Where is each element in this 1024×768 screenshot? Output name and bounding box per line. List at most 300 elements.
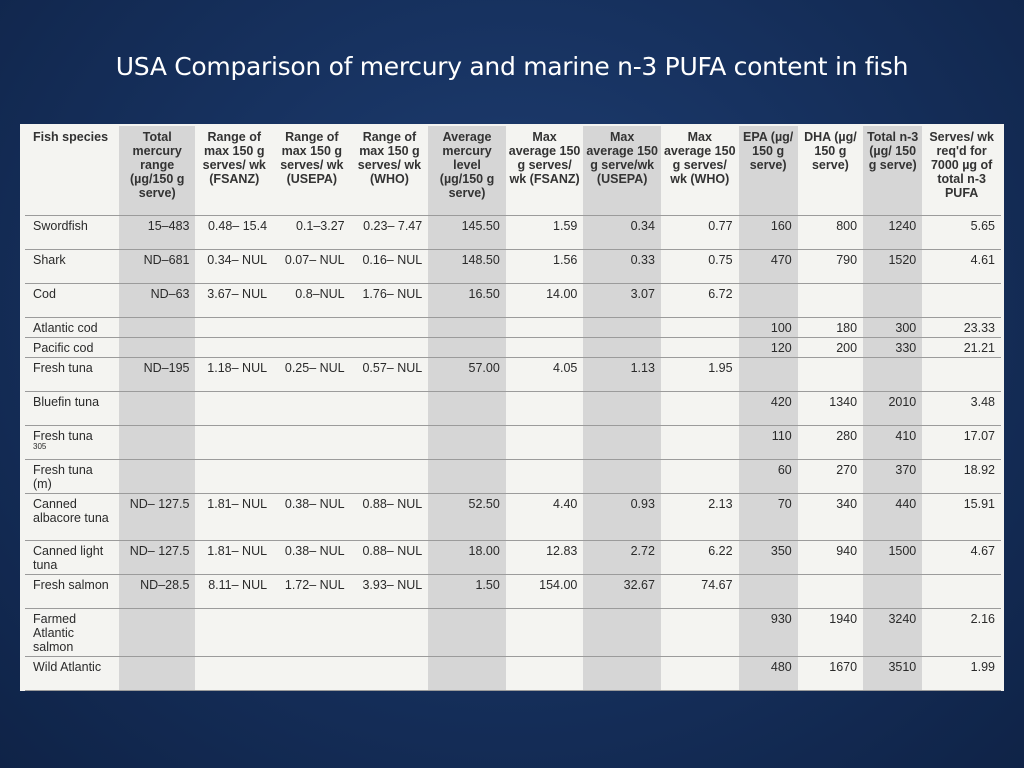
cell-text: 800 xyxy=(836,219,858,233)
cell-max-avg-fsanz xyxy=(506,657,584,691)
cell-text: 1.13 xyxy=(630,361,655,375)
cell-total-mercury-range xyxy=(119,494,196,541)
cell-fish-species xyxy=(25,250,119,284)
cell-text: 3.07 xyxy=(630,287,655,301)
cell-epa xyxy=(739,318,798,338)
cell-who-range xyxy=(351,284,429,318)
fish-comparison-table xyxy=(25,126,1001,691)
cell-total-mercury-range xyxy=(119,338,196,358)
cell-epa xyxy=(739,216,798,250)
table-row xyxy=(25,318,1001,338)
cell-text: 32.67 xyxy=(623,578,655,592)
cell-max-avg-fsanz xyxy=(506,494,584,541)
cell-total-n3 xyxy=(863,494,922,541)
cell-text: 18.00 xyxy=(468,544,500,558)
cell-usepa-range xyxy=(273,250,351,284)
cell-text: 2.16 xyxy=(970,612,995,626)
cell-text: 1670 xyxy=(829,660,858,674)
cell-fsanz-range xyxy=(195,426,273,460)
cell-average-mercury xyxy=(428,460,506,494)
cell-text: Canned light tuna xyxy=(33,544,104,572)
cell-max-avg-fsanz xyxy=(506,575,584,609)
cell-average-mercury xyxy=(428,216,506,250)
cell-total-mercury-range xyxy=(119,216,196,250)
cell-text: 0.48– 15.4 xyxy=(207,219,268,233)
cell-text: 4.67 xyxy=(970,544,995,558)
cell-text: 0.38– NUL xyxy=(284,497,345,511)
cell-max-avg-who xyxy=(661,426,739,460)
cell-max-avg-usepa xyxy=(583,460,661,494)
cell-dha xyxy=(798,338,863,358)
cell-text: Farmed Atlantic salmon xyxy=(33,612,77,654)
cell-text: 3.93– NUL xyxy=(362,578,423,592)
cell-text: 57.00 xyxy=(468,361,500,375)
cell-text: 52.50 xyxy=(468,497,500,511)
cell-max-avg-fsanz xyxy=(506,460,584,494)
cell-text: 23.33 xyxy=(963,321,995,335)
cell-dha xyxy=(798,392,863,426)
cell-text: 0.25– NUL xyxy=(284,361,345,375)
table-row xyxy=(25,541,1001,575)
cell-text: 790 xyxy=(836,253,858,267)
cell-text: 1340 xyxy=(829,395,858,409)
cell-total-n3 xyxy=(863,338,922,358)
cell-fish-species xyxy=(25,494,119,541)
cell-average-mercury xyxy=(428,318,506,338)
table-row xyxy=(25,426,1001,460)
cell-text: 110 xyxy=(771,429,792,443)
cell-fish-species xyxy=(25,392,119,426)
table-row xyxy=(25,338,1001,358)
cell-usepa-range xyxy=(273,609,351,657)
cell-text: 0.75 xyxy=(708,253,733,267)
cell-serves-required xyxy=(922,318,1001,338)
cell-who-range xyxy=(351,575,429,609)
cell-text: 480 xyxy=(770,660,792,674)
cell-total-mercury-range xyxy=(119,541,196,575)
cell-max-avg-usepa xyxy=(583,657,661,691)
cell-total-mercury-range xyxy=(119,657,196,691)
cell-fish-species xyxy=(25,338,119,358)
cell-text: Fresh tuna xyxy=(33,429,93,443)
cell-text: 0.34– NUL xyxy=(207,253,268,267)
cell-text: 160 xyxy=(770,219,792,233)
cell-epa xyxy=(739,250,798,284)
header-total-n3: Total n-3 (µg/ 150 g serve) xyxy=(863,126,922,216)
cell-serves-required xyxy=(922,250,1001,284)
cell-who-range xyxy=(351,392,429,426)
table-row xyxy=(25,494,1001,541)
cell-text: 0.57– NUL xyxy=(362,361,423,375)
cell-text: 1.99 xyxy=(970,660,995,674)
cell-max-avg-who xyxy=(661,541,739,575)
cell-text: 1.76– NUL xyxy=(362,287,423,301)
cell-text: 145.50 xyxy=(461,219,500,233)
cell-text: 370 xyxy=(895,463,917,477)
cell-who-range xyxy=(351,216,429,250)
cell-epa xyxy=(739,541,798,575)
cell-total-mercury-range xyxy=(119,460,196,494)
cell-text: 1.81– NUL xyxy=(207,497,268,511)
cell-text: 148.50 xyxy=(461,253,500,267)
cell-text: 8.11– NUL xyxy=(208,578,268,592)
cell-dha xyxy=(798,216,863,250)
cell-text: 180 xyxy=(836,321,858,335)
cell-text: 1.81– NUL xyxy=(207,544,268,558)
cell-text: 3510 xyxy=(888,660,917,674)
header-max-avg-fsanz: Max average 150 g serves/ wk (FSANZ) xyxy=(508,130,581,186)
cell-max-avg-who xyxy=(661,216,739,250)
cell-epa xyxy=(739,284,798,318)
cell-max-avg-who xyxy=(661,284,739,318)
cell-text: 420 xyxy=(770,395,792,409)
cell-serves-required xyxy=(922,541,1001,575)
table-row xyxy=(25,460,1001,494)
cell-fsanz-range xyxy=(195,657,273,691)
table-row xyxy=(25,392,1001,426)
cell-max-avg-usepa xyxy=(583,318,661,338)
cell-fsanz-range xyxy=(195,358,273,392)
cell-text: Swordfish xyxy=(33,219,88,233)
cell-max-avg-who xyxy=(661,575,739,609)
cell-text: 15–483 xyxy=(147,219,190,233)
cell-text: 4.61 xyxy=(970,253,995,267)
cell-serves-required xyxy=(922,609,1001,657)
cell-average-mercury xyxy=(428,250,506,284)
cell-text: 6.72 xyxy=(708,287,733,301)
cell-total-n3 xyxy=(863,216,922,250)
cell-total-mercury-range xyxy=(119,284,196,318)
cell-text: ND–63 xyxy=(150,287,190,301)
cell-max-avg-usepa xyxy=(583,575,661,609)
cell-total-n3 xyxy=(863,284,922,318)
cell-who-range xyxy=(351,250,429,284)
cell-average-mercury xyxy=(428,657,506,691)
cell-max-avg-fsanz xyxy=(506,358,584,392)
cell-text: 21.21 xyxy=(963,341,995,355)
cell-fish-species xyxy=(25,541,119,575)
cell-text: 15.91 xyxy=(963,497,995,511)
cell-max-avg-usepa xyxy=(583,609,661,657)
cell-text: 0.38– NUL xyxy=(284,544,345,558)
cell-max-avg-fsanz xyxy=(506,250,584,284)
cell-total-mercury-range xyxy=(119,318,196,338)
cell-fish-species xyxy=(25,460,119,494)
cell-usepa-range xyxy=(273,318,351,338)
cell-max-avg-fsanz xyxy=(506,426,584,460)
cell-total-n3 xyxy=(863,609,922,657)
cell-usepa-range xyxy=(273,494,351,541)
cell-total-n3 xyxy=(863,575,922,609)
cell-text: 0.33 xyxy=(630,253,655,267)
cell-dha xyxy=(798,541,863,575)
cell-total-n3 xyxy=(863,657,922,691)
cell-fish-species xyxy=(25,575,119,609)
cell-max-avg-usepa xyxy=(583,338,661,358)
cell-serves-required xyxy=(922,426,1001,460)
table-row xyxy=(25,575,1001,609)
cell-total-mercury-range xyxy=(119,575,196,609)
cell-text: 70 xyxy=(777,497,792,511)
cell-text: ND–28.5 xyxy=(140,578,190,592)
cell-who-range xyxy=(351,426,429,460)
cell-text: 200 xyxy=(836,341,858,355)
cell-text: 940 xyxy=(836,544,858,558)
cell-text: 2.13 xyxy=(708,497,733,511)
cell-epa xyxy=(739,358,798,392)
cell-average-mercury xyxy=(428,284,506,318)
cell-who-range xyxy=(351,494,429,541)
cell-text: Shark xyxy=(33,253,66,267)
cell-serves-required xyxy=(922,338,1001,358)
cell-usepa-range xyxy=(273,358,351,392)
cell-fish-species xyxy=(25,609,119,657)
cell-max-avg-who xyxy=(661,657,739,691)
cell-text: 120 xyxy=(770,341,792,355)
cell-max-avg-fsanz xyxy=(506,216,584,250)
cell-usepa-range xyxy=(273,284,351,318)
cell-usepa-range xyxy=(273,460,351,494)
header-fsanz-range: Range of max 150 g serves/ wk (FSANZ) xyxy=(202,130,266,186)
cell-who-range xyxy=(351,657,429,691)
cell-serves-required xyxy=(922,494,1001,541)
header-serves-required: Serves/ wk req'd for 7000 µg of total n-3 PUFA xyxy=(929,130,994,200)
cell-usepa-range xyxy=(273,657,351,691)
cell-text: 340 xyxy=(836,497,858,511)
cell-text: 470 xyxy=(770,253,792,267)
cell-dha xyxy=(798,284,863,318)
cell-fsanz-range xyxy=(195,494,273,541)
cell-text: 280 xyxy=(836,429,858,443)
cell-dha xyxy=(798,460,863,494)
cell-total-n3 xyxy=(863,460,922,494)
cell-epa xyxy=(739,460,798,494)
cell-max-avg-usepa xyxy=(583,426,661,460)
cell-text: 4.05 xyxy=(553,361,578,375)
cell-total-mercury-range xyxy=(119,358,196,392)
cell-text: 270 xyxy=(836,463,858,477)
cell-text: 2.72 xyxy=(630,544,655,558)
cell-max-avg-who xyxy=(661,460,739,494)
cell-average-mercury xyxy=(428,575,506,609)
cell-text: Canned albacore tuna xyxy=(33,497,109,525)
cell-text: 1500 xyxy=(888,544,917,558)
cell-text: ND– 127.5 xyxy=(129,544,190,558)
header-usepa-range: Range of max 150 g serves/ wk (USEPA) xyxy=(280,130,344,186)
cell-text: Bluefin tuna xyxy=(33,395,100,409)
cell-text: Wild Atlantic xyxy=(33,660,102,674)
cell-fish-species xyxy=(25,358,119,392)
header-average-mercury: Average mercury level (µg/150 g serve) xyxy=(428,126,506,216)
cell-fsanz-range xyxy=(195,338,273,358)
cell-text: 1.95 xyxy=(708,361,733,375)
header-epa: EPA (µg/ 150 g serve) xyxy=(739,126,798,216)
cell-dha xyxy=(798,426,863,460)
table-row xyxy=(25,358,1001,392)
cell-fish-species xyxy=(25,216,119,250)
cell-serves-required xyxy=(922,460,1001,494)
cell-max-avg-usepa xyxy=(583,216,661,250)
cell-text: Fresh tuna (m) xyxy=(33,463,93,491)
cell-total-n3 xyxy=(863,250,922,284)
cell-fsanz-range xyxy=(195,575,273,609)
cell-text: 0.07– NUL xyxy=(284,253,345,267)
cell-text: ND– 127.5 xyxy=(129,497,190,511)
cell-average-mercury xyxy=(428,358,506,392)
cell-fsanz-range xyxy=(195,460,273,494)
cell-usepa-range xyxy=(273,426,351,460)
cell-max-avg-usepa xyxy=(583,284,661,318)
cell-text: 4.40 xyxy=(553,497,578,511)
cell-text: 440 xyxy=(895,497,917,511)
cell-usepa-range xyxy=(273,575,351,609)
cell-total-mercury-range xyxy=(119,426,196,460)
cell-who-range xyxy=(351,338,429,358)
cell-total-mercury-range xyxy=(119,609,196,657)
cell-average-mercury xyxy=(428,609,506,657)
cell-fsanz-range xyxy=(195,318,273,338)
cell-max-avg-fsanz xyxy=(506,318,584,338)
header-max-avg-usepa: Max average 150 g serve/wk (USEPA) xyxy=(583,126,661,216)
cell-epa xyxy=(739,338,798,358)
cell-text: 18.92 xyxy=(963,463,995,477)
cell-text: 0.77 xyxy=(708,219,733,233)
cell-text: ND–681 xyxy=(143,253,190,267)
cell-text: 2010 xyxy=(888,395,917,409)
cell-text: 3240 xyxy=(888,612,917,626)
cell-max-avg-who xyxy=(661,358,739,392)
cell-max-avg-usepa xyxy=(583,392,661,426)
cell-fsanz-range xyxy=(195,216,273,250)
cell-text: 0.23– 7.47 xyxy=(363,219,423,233)
cell-text: Pacific cod xyxy=(33,341,94,355)
cell-fsanz-range xyxy=(195,609,273,657)
cell-fsanz-range xyxy=(195,392,273,426)
cell-text: 0.34 xyxy=(630,219,655,233)
cell-max-avg-usepa xyxy=(583,250,661,284)
cell-text: 1.50 xyxy=(475,578,500,592)
cell-serves-required xyxy=(922,284,1001,318)
table-row xyxy=(25,250,1001,284)
cell-who-range xyxy=(351,609,429,657)
cell-fsanz-range xyxy=(195,284,273,318)
cell-average-mercury xyxy=(428,338,506,358)
cell-who-range xyxy=(351,541,429,575)
cell-text: 100 xyxy=(770,321,792,335)
cell-epa xyxy=(739,392,798,426)
cell-serves-required xyxy=(922,216,1001,250)
cell-text: 3.48 xyxy=(970,395,995,409)
cell-fsanz-range xyxy=(195,250,273,284)
cell-total-n3 xyxy=(863,392,922,426)
header-who-range: Range of max 150 g serves/ wk (WHO) xyxy=(357,130,422,186)
fish-table-image xyxy=(20,124,1004,691)
cell-average-mercury xyxy=(428,426,506,460)
cell-text: 0.88– NUL xyxy=(362,544,423,558)
cell-fish-species xyxy=(25,284,119,318)
cell-text: Cod xyxy=(33,287,56,301)
cell-text: 16.50 xyxy=(468,287,500,301)
cell-text: 60 xyxy=(777,463,792,477)
cell-text: 154.00 xyxy=(539,578,578,592)
header-total-mercury-range: Total mercury range (µg/150 g serve) xyxy=(119,126,196,216)
cell-text: 14.00 xyxy=(546,287,578,301)
cell-text: 0.93 xyxy=(630,497,655,511)
cell-total-n3 xyxy=(863,426,922,460)
cell-total-n3 xyxy=(863,541,922,575)
cell-text: 74.67 xyxy=(701,578,733,592)
table-header-row xyxy=(25,126,1001,216)
slide-title: USA Comparison of mercury and marine n-3 PUFA content in fish xyxy=(115,52,909,81)
header-dha: DHA (µg/ 150 g serve) xyxy=(804,130,857,172)
row-note: 305 xyxy=(33,442,47,451)
cell-text: 1.56 xyxy=(553,253,578,267)
cell-text: 410 xyxy=(895,429,917,443)
cell-serves-required xyxy=(922,392,1001,426)
header-max-avg-who: Max average 150 g serves/ wk (WHO) xyxy=(663,130,736,186)
cell-dha xyxy=(798,318,863,338)
cell-dha xyxy=(798,358,863,392)
cell-max-avg-who xyxy=(661,250,739,284)
cell-total-mercury-range xyxy=(119,392,196,426)
cell-epa xyxy=(739,609,798,657)
cell-usepa-range xyxy=(273,338,351,358)
cell-who-range xyxy=(351,318,429,338)
cell-usepa-range xyxy=(273,392,351,426)
cell-dha xyxy=(798,609,863,657)
cell-text: 5.65 xyxy=(970,219,995,233)
cell-text: Fresh salmon xyxy=(33,578,109,592)
cell-max-avg-who xyxy=(661,392,739,426)
cell-max-avg-who xyxy=(661,494,739,541)
cell-fish-species xyxy=(25,657,119,691)
cell-text: 330 xyxy=(895,341,917,355)
cell-text: 1.18– NUL xyxy=(207,361,268,375)
cell-usepa-range xyxy=(273,541,351,575)
table-row xyxy=(25,284,1001,318)
cell-epa xyxy=(739,426,798,460)
cell-max-avg-who xyxy=(661,318,739,338)
cell-dha xyxy=(798,494,863,541)
cell-text: 6.22 xyxy=(708,544,733,558)
cell-text: 1.59 xyxy=(553,219,578,233)
cell-dha xyxy=(798,575,863,609)
cell-text: Fresh tuna xyxy=(33,361,93,375)
cell-max-avg-usepa xyxy=(583,358,661,392)
cell-text: 1.72– NUL xyxy=(284,578,345,592)
cell-text: 0.88– NUL xyxy=(362,497,423,511)
cell-max-avg-usepa xyxy=(583,494,661,541)
cell-serves-required xyxy=(922,575,1001,609)
cell-text: Atlantic cod xyxy=(33,321,98,335)
cell-total-n3 xyxy=(863,318,922,338)
cell-max-avg-who xyxy=(661,609,739,657)
cell-epa xyxy=(739,575,798,609)
cell-total-mercury-range xyxy=(119,250,196,284)
cell-average-mercury xyxy=(428,494,506,541)
cell-text: 17.07 xyxy=(963,429,995,443)
cell-serves-required xyxy=(922,358,1001,392)
cell-text: 0.8–NUL xyxy=(295,287,345,301)
header-fish-species: Fish species xyxy=(33,130,109,144)
cell-text: ND–195 xyxy=(143,361,190,375)
cell-max-avg-usepa xyxy=(583,541,661,575)
cell-serves-required xyxy=(922,657,1001,691)
cell-who-range xyxy=(351,460,429,494)
cell-usepa-range xyxy=(273,216,351,250)
cell-epa xyxy=(739,494,798,541)
cell-max-avg-fsanz xyxy=(506,609,584,657)
